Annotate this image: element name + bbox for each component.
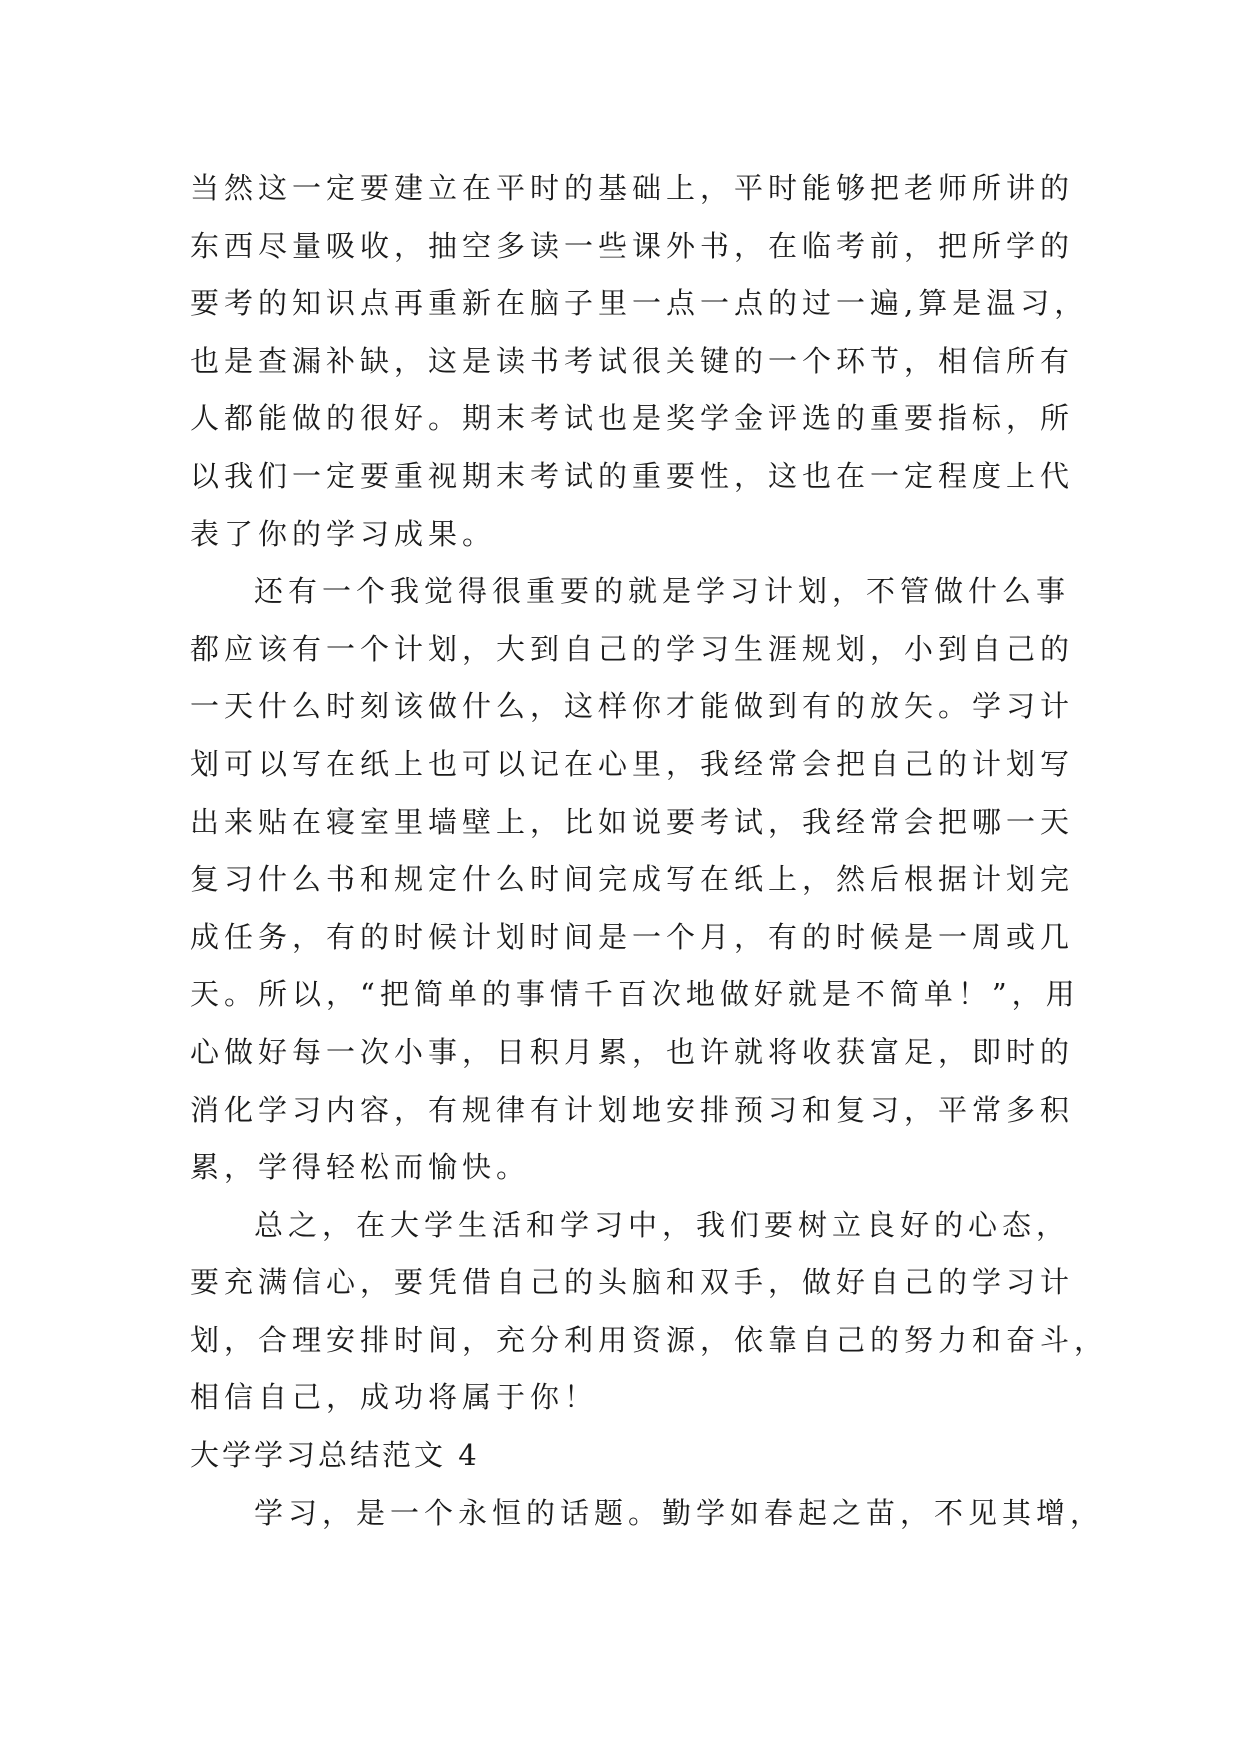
section-heading: 大学学习总结范文 4	[190, 1438, 480, 1473]
text-line: 要充满信心，要凭借自己的头脑和双手，做好自己的学习计	[190, 1265, 1075, 1300]
text-line: 相信自己，成功将属于你！	[190, 1380, 599, 1415]
text-line: 成任务，有的时候计划时间是一个月，有的时候是一周或几	[190, 919, 1075, 954]
text-line: 以我们一定要重视期末考试的重要性，这也在一定程度上代	[190, 458, 1075, 493]
text-line: 要考的知识点再重新在脑子里一点一点的过一遍,算是温习，	[190, 286, 1089, 321]
text-line: 天。所以，“把简单的事情千百次地做好就是不简单！”，用	[190, 977, 1080, 1012]
paragraph-start-line: 还有一个我觉得很重要的就是学习计划，不管做什么事	[254, 574, 1071, 609]
text-line: 一天什么时刻该做什么，这样你才能做到有的放矢。学习计	[190, 689, 1075, 724]
text-line: 心做好每一次小事，日积月累，也许就将收获富足，即时的	[190, 1034, 1075, 1069]
text-line: 人都能做的很好。期末考试也是奖学金评选的重要指标，所	[190, 401, 1075, 436]
document-body	[190, 160, 1109, 1542]
text-line: 复习什么书和规定什么时间完成写在纸上，然后根据计划完	[190, 862, 1075, 897]
paragraph-start-line: 学习，是一个永恒的话题。勤学如春起之苗，不见其增，	[254, 1495, 1105, 1530]
text-line: 累，学得轻松而愉快。	[190, 1150, 531, 1185]
text-line: 划，合理安排时间，充分利用资源，依靠自己的努力和奋斗，	[190, 1322, 1109, 1357]
paragraph-start-line: 总之，在大学生活和学习中，我们要树立良好的心态，	[254, 1207, 1071, 1242]
text-line: 也是查漏补缺，这是读书考试很关键的一个环节，相信所有	[190, 343, 1075, 378]
text-line: 出来贴在寝室里墙壁上，比如说要考试，我经常会把哪一天	[190, 804, 1075, 839]
text-line: 消化学习内容，有规律有计划地安排预习和复习，平常多积	[190, 1092, 1075, 1127]
text-line: 都应该有一个计划，大到自己的学习生涯规划，小到自己的	[190, 631, 1075, 666]
text-line: 表了你的学习成果。	[190, 516, 497, 551]
text-line: 东西尽量吸收，抽空多读一些课外书，在临考前，把所学的	[190, 228, 1075, 263]
text-line: 划可以写在纸上也可以记在心里，我经常会把自己的计划写	[190, 746, 1075, 781]
text-line: 当然这一定要建立在平时的基础上，平时能够把老师所讲的	[190, 171, 1075, 205]
